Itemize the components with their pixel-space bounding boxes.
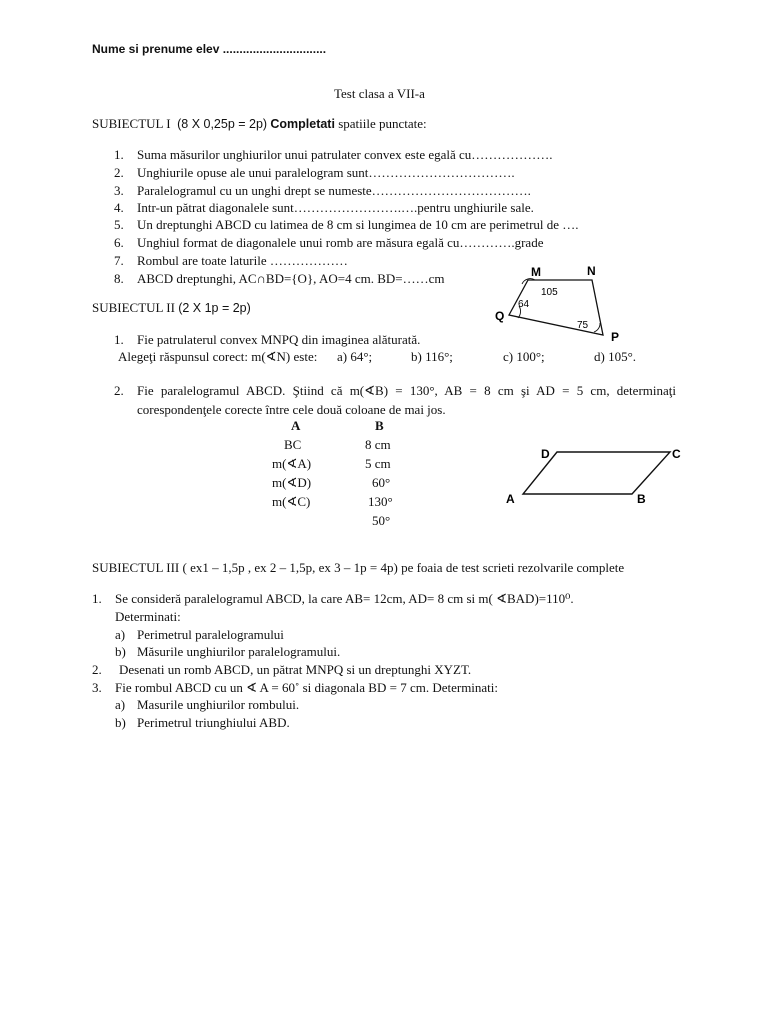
answer-option-d: d) 105°.	[594, 349, 637, 364]
question-text: Se consideră paralelogramul ABCD, la care AB= 12cm, AD= 8 cm si m( ∢BAD)=110⁰.	[115, 591, 574, 606]
subitem-letter: b)	[115, 644, 126, 659]
subject-3-details: ( ex1 – 1,5p , ex 2 – 1,5p, ex 3 – 1p = 4p) pe foaia de test scrieti rezolvarile complete	[182, 560, 625, 575]
subitem-letter: a)	[115, 627, 126, 642]
list-item: Paralelogramul cu un unghi drept se numeste……………………………….	[137, 183, 531, 198]
column-b-item: 50°	[372, 513, 391, 528]
subitem-letter: a)	[115, 697, 126, 712]
subject-2-points: (2 X 1p = 2p)	[178, 301, 251, 315]
vertex-label-a: A	[506, 492, 515, 506]
subitem-letter: b)	[115, 715, 126, 730]
question-text: Fie rombul ABCD cu un ∢ A = 60˚ si diagonala BD = 7 cm. Determinati:	[115, 680, 499, 695]
question-number: 2.	[114, 383, 124, 398]
answer-option-c: c) 100°;	[503, 349, 545, 364]
list-item-number: 1.	[114, 147, 124, 162]
list-item: Unghiul format de diagonalele unui romb are măsura egală cu………….grade	[137, 235, 544, 250]
subitem-text: Masurile unghiurilor rombului.	[137, 697, 300, 712]
list-item-number: 2.	[114, 165, 124, 180]
column-a-item: m(∢A)	[272, 456, 312, 471]
question-number: 1.	[92, 591, 102, 606]
question-number: 3.	[92, 680, 102, 695]
question-number: 2.	[92, 662, 102, 677]
subject-3-title: SUBIECTUL III	[92, 560, 180, 575]
list-item-number: 8.	[114, 271, 124, 286]
question-prompt: Alegeţi răspunsul corect: m(∢N) este:	[118, 349, 318, 364]
subject-1-points: (8 X 0,25p = 2p)	[177, 117, 268, 131]
list-item: Intr-un pătrat diagonalele sunt…………………….….pentru unghiurile sale.	[137, 200, 534, 215]
subject-2-heading	[92, 300, 251, 316]
list-item-number: 7.	[114, 253, 124, 268]
vertex-label-n: N	[587, 264, 596, 278]
subject-1-title: SUBIECTUL I	[92, 116, 171, 131]
column-b-item: 60°	[372, 475, 391, 490]
subitem-text: Măsurile unghiurilor paralelogramului.	[137, 644, 341, 659]
subject-1-heading	[92, 116, 427, 132]
subject-1-instruction: spatiile punctate:	[338, 116, 427, 131]
column-a-header: A	[291, 418, 301, 433]
vertex-label-p: P	[611, 330, 620, 344]
question-text: Desenati un romb ABCD, un pătrat MNPQ si un dreptunghi XYZT.	[119, 662, 472, 677]
angle-label-m: 105	[541, 287, 558, 298]
list-item: Unghiurile opuse ale unui paralelogram sunt…………………………….	[137, 165, 515, 180]
page-title: Test clasa a VII-a	[334, 86, 425, 101]
question-text: Fie paralelogramul ABCD. Ştiind că m(∢B) = 130°, AB = 8 cm şi AD = 5 cm, determinaţi	[137, 383, 676, 398]
angle-label-q: 64	[518, 299, 530, 310]
list-item-number: 3.	[114, 183, 124, 198]
question-number: 1.	[114, 332, 124, 347]
list-item: Un dreptunghi ABCD cu latimea de 8 cm si lungimea de 10 cm are perimetrul de ….	[137, 217, 579, 232]
list-item: Rombul are toate laturile ………………	[137, 253, 348, 268]
quadrilateral-mnpq-figure	[488, 260, 628, 350]
subject-2-title: SUBIECTUL II	[92, 300, 175, 315]
subitem-text: Perimetrul paralelogramului	[137, 627, 284, 642]
vertex-label-q: Q	[495, 309, 505, 323]
subitem-text: Perimetrul triunghiului ABD.	[137, 715, 290, 730]
list-item-number: 5.	[114, 217, 124, 232]
column-b-item: 130°	[368, 494, 393, 509]
subject-3-heading	[92, 560, 624, 576]
question-text: Fie patrulaterul convex MNPQ din imaginea alăturată.	[137, 332, 421, 347]
column-b-item: 8 cm	[365, 437, 391, 452]
vertex-label-c: C	[672, 447, 681, 461]
list-item: Suma măsurilor unghiurilor unui patrulater convex este egală cu……………….	[137, 147, 553, 162]
question-text-continued: corespondenţele corecte între cele două coloane de mai jos.	[137, 402, 446, 417]
vertex-label-d: D	[541, 447, 550, 461]
question-subtext: Determinati:	[115, 609, 181, 624]
column-b-header: B	[375, 418, 384, 433]
column-a-item: m(∢D)	[272, 475, 312, 490]
column-a-item: m(∢C)	[272, 494, 311, 509]
vertex-label-b: B	[637, 492, 646, 506]
column-b-item: 5 cm	[365, 456, 391, 471]
answer-option-b: b) 116°;	[411, 349, 453, 364]
list-item: ABCD dreptunghi, AC∩BD={O}, AO=4 cm. BD=……cm	[137, 271, 445, 286]
list-item-number: 6.	[114, 235, 124, 250]
angle-label-p: 75	[577, 320, 589, 331]
list-item-number: 4.	[114, 200, 124, 215]
vertex-label-m: M	[531, 265, 541, 279]
answer-option-a: a) 64°;	[337, 349, 373, 364]
subject-1-instruction-bold: Completati	[270, 117, 335, 131]
parallelogram-abcd-figure	[500, 442, 690, 508]
column-a-item: BC	[284, 437, 302, 452]
student-name-line: Nume si prenume elev ...............................	[92, 42, 327, 56]
